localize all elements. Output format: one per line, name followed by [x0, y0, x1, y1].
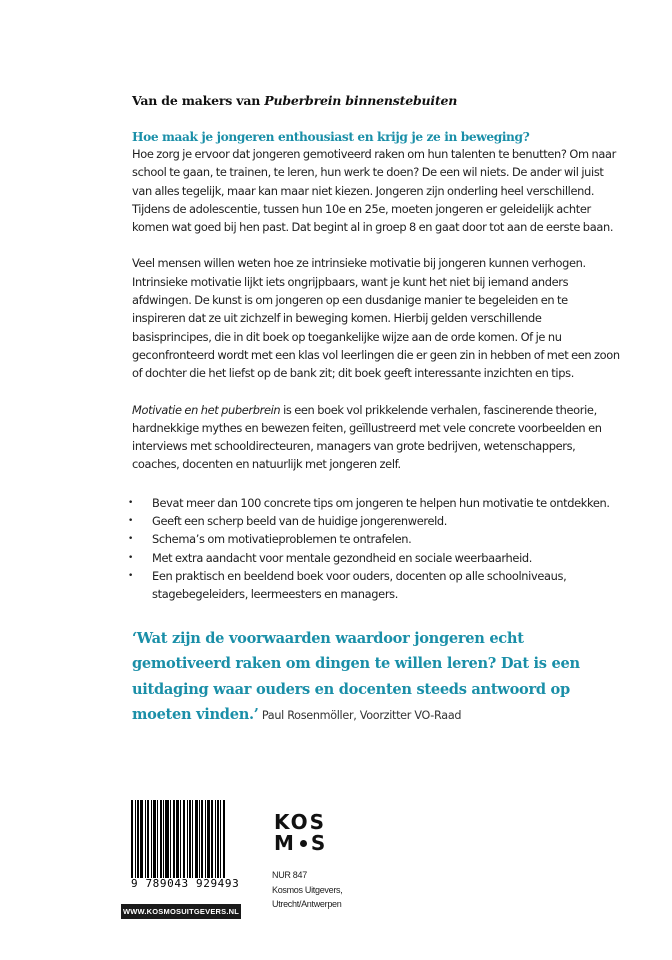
paragraph-2: Veel mensen willen weten hoe ze intrinsieke motivatie bij jongeren kunnen verhogen. Intrinsieke motivatie lijkt iets ongrijpbaars, want je kunt het niet bij iemand anders afdwingen. De kunst is om jongeren op een dusdanige manier te begeleiden en te inspireren dat ze uit zichzelf in beweging komen. Hierbij gelden verschillende basisprincipes, die in dit boek op toegankelijke wijze aan de orde komen. Of je nu geconfronteerd wordt met een klas vol leerlingen die er geen zin in hebben of met een zoon of dochter die het liefst op de bank zit; dit boek geeft interessante inzichten en tips.: [132, 256, 620, 381]
logo-dot-icon: [300, 840, 307, 847]
paragraph-1: Hoe zorg je ervoor dat jongeren gemotiveerd raken om hun talenten te benutten? Om naar school te gaan, te trainen, te leren, hun werk te doen? De een wil niets. De ander wil juist van alles tegelijk, maar kan maar niet kiezen. Jongeren zijn onderling heel verschillend. Tijdens de adolescentie, tussen hun 10e en 25e, moeten jongeren er geleidelijk achter komen wat goed bij hen past. Dat begint al in groep 8 en gaat door tot aan de eerste baan.: [132, 147, 616, 235]
list-item: • Met extra aandacht voor mentale gezondheid en sociale weerbaarheid.: [132, 549, 622, 567]
logo-letter-m: M: [274, 831, 296, 855]
publisher-info: [272, 868, 342, 912]
publisher-website: WWW.KOSMOSUITGEVERS.NL: [121, 904, 241, 919]
paragraph-3: [132, 401, 622, 474]
list-item: • Geeft een scherp beeld van de huidige jongerenwereld.: [132, 512, 622, 530]
quote-author: Paul Rosenmöller, Voorzitter VO-Raad: [258, 709, 462, 723]
barcode-block: [122, 800, 241, 919]
list-item: • Een praktisch en beeldend boek voor ouders, docenten op alle schoolniveaus, stagebegeleiders, leermeesters en managers.: [132, 567, 622, 604]
makers-book-title: Puberbrein binnenstebuiten: [264, 93, 458, 108]
nur-code: NUR 847: [272, 870, 307, 880]
endorsement-quote: [132, 626, 622, 729]
makers-prefix: Van de makers van: [132, 93, 265, 108]
isbn-number: 9 789043 929493: [131, 877, 240, 890]
quote-text: ‘Wat zijn de voorwaarden waardoor jongeren echt gemotiveerd raken om dingen te willen leren? Dat is een uitdaging waar ouders en docenten steeds antwoord op moeten vinden.’: [132, 629, 580, 724]
logo-line-1: KOS: [274, 810, 327, 834]
logo-letter-s: S: [310, 831, 328, 855]
logo-line-2: [274, 833, 327, 854]
publisher-name: Kosmos Uitgevers,: [272, 884, 343, 895]
list-item: • Bevat meer dan 100 concrete tips om jongeren te helpen hun motivatie te ontdekken.: [132, 494, 622, 512]
kosmos-logo: [274, 812, 327, 854]
makers-line: [132, 93, 622, 109]
book-title-inline: Motivatie en het puberbrein: [132, 402, 281, 417]
barcode-icon: [131, 800, 241, 878]
subheading: Hoe maak je jongeren enthousiast en krijg je ze in beweging?: [132, 130, 530, 144]
back-cover-text: [132, 93, 622, 729]
feature-list: [132, 494, 622, 604]
list-item: • Schema’s om motivatieproblemen te ontrafelen.: [132, 530, 622, 548]
paragraph-3-text: is een boek vol prikkelende verhalen, fascinerende theorie, hardnekkige mythes en bewezen feiten, geïllustreerd met vele concrete voorbeelden en interviews met schooldirecteuren, managers van grote bedrijven, wetenschappers, coaches, docenten en natuurlijk met jongeren zelf.: [132, 402, 602, 472]
publisher-location: Utrecht/Antwerpen: [272, 899, 342, 909]
